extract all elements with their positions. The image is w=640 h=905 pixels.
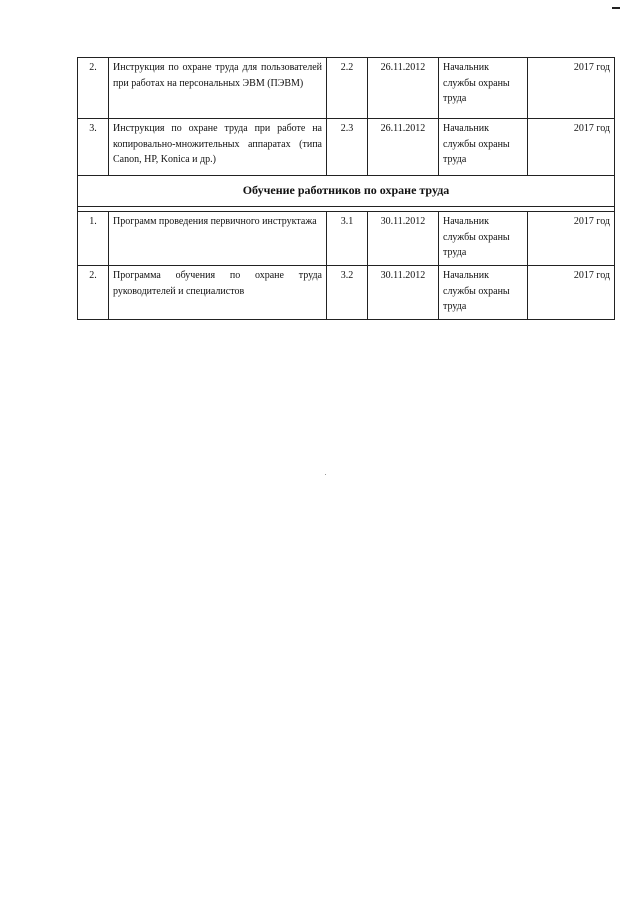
row-number: 1. [78,212,109,266]
approval-date: 26.11.2012 [368,119,439,176]
scan-artifact [325,474,326,475]
review-year: 2017 год [528,119,615,176]
section-title: Обучение работников по охране труда [78,176,615,207]
row-number: 3. [78,119,109,176]
review-year: 2017 год [528,58,615,119]
document-title: Инструкция по охране труда для пользователей при работах на персональных ЭВМ (ПЭВМ) [109,58,327,119]
responsible-person: Начальник службы охраны труда [439,266,528,320]
document-code: 2.2 [327,58,368,119]
row-number: 2. [78,58,109,119]
responsible-person: Начальник службы охраны труда [439,119,528,176]
approval-date: 30.11.2012 [368,212,439,266]
page-corner-mark [612,7,620,9]
table-row [78,119,615,176]
document-title: Программ проведения первичного инструктажа [109,212,327,266]
approval-date: 26.11.2012 [368,58,439,119]
table-row [78,212,615,266]
document-code: 3.1 [327,212,368,266]
table-row [78,266,615,320]
document-title: Программа обучения по охране труда руководителей и специалистов [109,266,327,320]
section-header-row [78,176,615,207]
review-year: 2017 год [528,212,615,266]
row-number: 2. [78,266,109,320]
table-row [78,58,615,119]
responsible-person: Начальник службы охраны труда [439,212,528,266]
responsible-person: Начальник службы охраны труда [439,58,528,119]
document-code: 2.3 [327,119,368,176]
approval-date: 30.11.2012 [368,266,439,320]
schedule-table [77,57,615,320]
document-title: Инструкция по охране труда при работе на копировально-множительных аппаратах (типа Canon, HP, Konica и др.) [109,119,327,176]
document-code: 3.2 [327,266,368,320]
review-year: 2017 год [528,266,615,320]
